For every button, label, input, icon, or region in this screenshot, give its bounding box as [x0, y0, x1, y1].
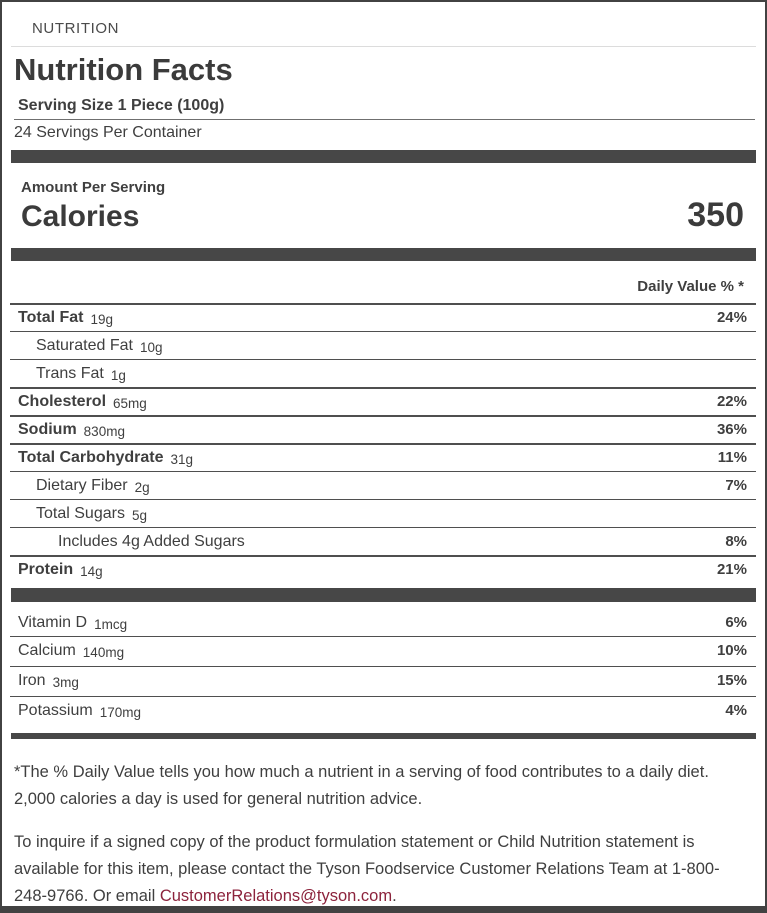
nutrient-label: Total Fat [18, 309, 84, 326]
table-row [10, 666, 756, 696]
table-row [10, 636, 756, 666]
nutrient-daily-value: 24% [716, 309, 747, 326]
divider [14, 119, 755, 120]
nutrient-label: Iron [18, 672, 46, 689]
nutrient-daily-value: 22% [716, 393, 747, 410]
nutrient-label: Saturated Fat [36, 337, 133, 354]
nutrient-label: Protein [18, 561, 74, 578]
nutrient-label: Total Carbohydrate [18, 449, 164, 466]
nutrient-label: Calcium [18, 642, 76, 659]
nutrient-label: Cholesterol [18, 393, 107, 410]
customer-relations-email-link[interactable]: CustomerRelations@tyson.com [159, 887, 393, 905]
daily-value-header: Daily Value % * [637, 278, 744, 295]
nutrient-label: Includes 4g Added Sugars [58, 533, 245, 550]
nutrient-daily-value: 6% [725, 614, 747, 631]
section-bar [11, 588, 756, 602]
nutrient-label: Dietary Fiber [36, 477, 128, 494]
table-row [10, 527, 756, 555]
calories-value: 350 [687, 196, 744, 234]
daily-value-footnote: *The % Daily Value tells you how much a nutrient in a serving of food contributes to a daily diet. 2,000 calories a day is used for general nutrition advice. [14, 763, 709, 808]
table-row [10, 471, 756, 499]
contact-text-period: . [392, 887, 397, 905]
micronutrient-table [10, 606, 756, 726]
nutrient-amount: 31g [170, 452, 194, 467]
section-bar [11, 733, 756, 739]
section-bar [11, 248, 756, 261]
table-row [10, 387, 756, 415]
nutrient-amount: 65mg [113, 396, 147, 411]
nutrient-daily-value: 11% [717, 449, 747, 466]
calories-row [21, 196, 744, 238]
nutrient-amount: 830mg [83, 424, 125, 439]
nutrient-label: Trans Fat [36, 365, 104, 382]
nutrient-daily-value: 4% [725, 702, 747, 719]
table-row [10, 359, 756, 387]
divider [11, 46, 756, 47]
table-row [10, 555, 756, 583]
nutrient-amount: 19g [90, 312, 114, 327]
table-row [10, 443, 756, 471]
contact-text: To inquire if a signed copy of the product formulation statement or Child Nutrition statement is available for this item, please contact the Tyson Foodservice Customer Relations Team at 1-800-248-9766. Or email [14, 833, 720, 905]
contact-footnote [14, 829, 743, 910]
nutrient-amount: 3mg [52, 675, 79, 690]
nutrition-facts-title: Nutrition Facts [14, 52, 233, 87]
nutrient-amount: 1g [110, 368, 126, 383]
table-row [10, 303, 756, 331]
nutrient-label: Vitamin D [18, 614, 88, 631]
calories-label: Calories [21, 200, 140, 233]
servings-per-container: 24 Servings Per Container [14, 124, 202, 141]
table-row [10, 415, 756, 443]
serving-size: Serving Size 1 Piece (100g) [18, 97, 225, 114]
section-label: NUTRITION [32, 20, 120, 37]
nutrient-daily-value: 36% [716, 421, 747, 438]
table-row [10, 331, 756, 359]
nutrient-amount: 2g [134, 480, 150, 495]
amount-per-serving-label: Amount Per Serving [21, 179, 166, 196]
table-row [10, 696, 756, 726]
nutrient-daily-value: 15% [716, 672, 747, 689]
nutrient-amount: 140mg [82, 645, 125, 660]
nutrient-amount: 10g [139, 340, 163, 355]
section-bar [11, 150, 756, 163]
nutrient-label: Sodium [18, 421, 77, 438]
table-row [10, 499, 756, 527]
nutrient-label: Potassium [18, 702, 93, 719]
nutrient-amount: 1mcg [94, 617, 128, 632]
nutrient-amount: 14g [80, 564, 103, 579]
nutrient-daily-value: 8% [725, 533, 747, 550]
nutrient-amount: 170mg [99, 705, 141, 720]
nutrient-daily-value: 7% [725, 477, 747, 494]
nutrient-daily-value: 21% [716, 561, 747, 578]
table-row [10, 606, 756, 636]
nutrient-amount: 5g [131, 508, 147, 523]
nutrient-daily-value: 10% [716, 642, 747, 659]
nutrient-table [10, 303, 756, 583]
nutrient-label: Total Sugars [36, 505, 125, 522]
